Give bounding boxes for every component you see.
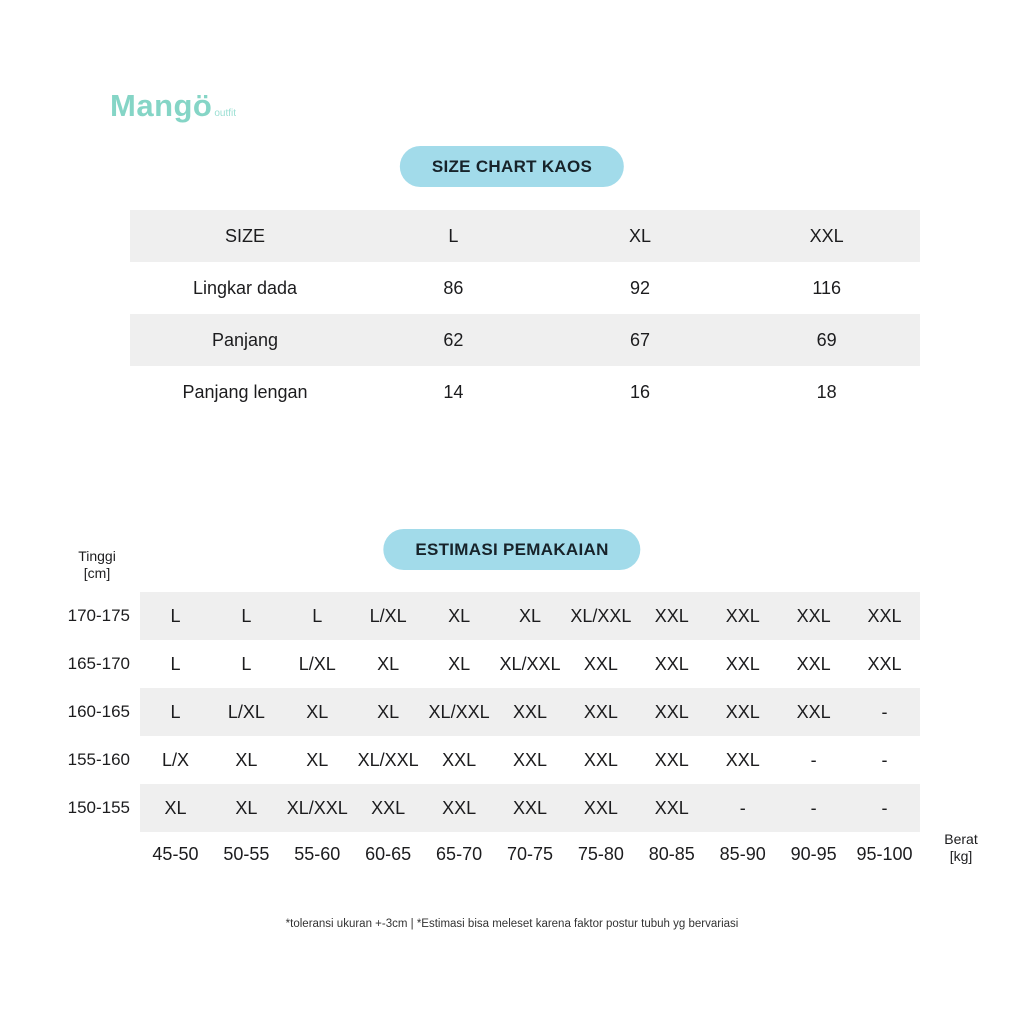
weight-axis-label	[920, 831, 1002, 865]
size-chart-header-cell: SIZE	[224, 225, 265, 246]
weight-range-label: 95-100	[856, 843, 913, 864]
weight-axis-label-line2: [kg]	[949, 848, 973, 864]
estimation-row	[0, 640, 920, 688]
size-recommendation-cell: XL/XXL	[286, 797, 348, 818]
size-recommendation-cell: XXL	[512, 749, 547, 770]
height-range-label: 155-160	[67, 750, 130, 769]
size-chart-value-cell: 14	[443, 381, 464, 402]
size-recommendation-cell: XL	[306, 749, 329, 770]
estimation-band	[140, 640, 920, 688]
weight-range-label: 50-55	[223, 843, 270, 864]
size-recommendation-cell: L/X	[161, 749, 189, 770]
size-recommendation-cell: XXL	[725, 701, 760, 722]
weight-axis-label-line1: Berat	[944, 831, 978, 847]
estimation-row	[0, 784, 920, 832]
height-range-label: 170-175	[67, 606, 130, 625]
size-recommendation-cell: XL	[518, 605, 541, 626]
size-recommendation-cell: XXL	[725, 653, 760, 674]
tolerance-footnote: *toleransi ukuran +-3cm | *Estimasi bisa meleset karena faktor postur tubuh yg bervariasi	[285, 918, 739, 930]
estimation-title-badge	[383, 529, 640, 570]
size-recommendation-cell: XXL	[583, 653, 618, 674]
estimation-row	[0, 688, 920, 736]
weight-range-label: 80-85	[648, 843, 695, 864]
size-recommendation-cell: XXL	[867, 605, 902, 626]
size-recommendation-cell: XL	[306, 701, 329, 722]
size-recommendation-cell: XXL	[725, 749, 760, 770]
size-chart-title-badge	[400, 146, 624, 187]
size-recommendation-cell: -	[810, 749, 817, 770]
size-recommendation-cell: XXL	[583, 749, 618, 770]
estimation-row	[0, 592, 920, 640]
size-recommendation-cell: -	[881, 749, 888, 770]
weight-range-label: 45-50	[152, 843, 199, 864]
estimation-band	[140, 688, 920, 736]
size-recommendation-cell: L	[170, 653, 181, 674]
height-axis-label-line1: Tinggi	[78, 548, 116, 564]
size-recommendation-cell: XL	[377, 701, 400, 722]
estimation-title: ESTIMASI PEMAKAIAN	[415, 539, 609, 559]
size-chart-header-cell: L	[448, 225, 459, 246]
size-recommendation-cell: L/XL	[369, 605, 407, 626]
height-axis-label	[58, 548, 136, 582]
size-recommendation-cell: XL/XXL	[357, 749, 419, 770]
size-recommendation-cell: XXL	[583, 701, 618, 722]
size-chart-table	[130, 210, 920, 418]
size-recommendation-cell: L	[241, 605, 252, 626]
size-recommendation-cell: XXL	[867, 653, 902, 674]
size-recommendation-cell: XL	[448, 653, 471, 674]
size-recommendation-cell: -	[810, 797, 817, 818]
size-chart-title: SIZE CHART KAOS	[431, 156, 593, 176]
weight-range-label: 55-60	[294, 843, 341, 864]
size-recommendation-cell: XL/XXL	[499, 653, 561, 674]
size-recommendation-cell: XXL	[583, 797, 618, 818]
height-range-label: 165-170	[67, 654, 130, 673]
size-chart-value-cell: 92	[629, 277, 651, 298]
estimation-row	[0, 736, 920, 784]
estimation-band	[140, 736, 920, 784]
size-chart-header-cell: XXL	[809, 225, 844, 246]
brand-name: Mangö	[110, 88, 213, 123]
size-recommendation-cell: XL/XXL	[428, 701, 490, 722]
size-recommendation-cell: XL	[448, 605, 471, 626]
size-recommendation-cell: XXL	[796, 701, 831, 722]
size-chart-value-cell: 69	[816, 329, 837, 350]
size-recommendation-cell: L	[241, 653, 252, 674]
size-recommendation-cell: XL	[235, 797, 258, 818]
size-chart-row	[130, 366, 920, 418]
size-chart-value-cell: 18	[816, 381, 837, 402]
weight-range-label: 60-65	[365, 843, 412, 864]
weight-range-label: 70-75	[506, 843, 553, 864]
size-recommendation-cell: XL	[164, 797, 187, 818]
size-chart-value-cell: 62	[443, 329, 464, 350]
size-recommendation-cell: XL	[235, 749, 258, 770]
size-recommendation-cell: XXL	[654, 797, 689, 818]
size-recommendation-cell: XXL	[512, 701, 547, 722]
height-range-label: 160-165	[67, 702, 130, 721]
size-chart-header-cell: XL	[628, 225, 652, 246]
size-recommendation-cell: XXL	[512, 797, 547, 818]
estimation-band	[140, 592, 920, 640]
size-recommendation-cell: L/XL	[227, 701, 265, 722]
size-chart-row	[130, 262, 920, 314]
size-chart-body	[130, 262, 920, 418]
size-chart-row-label: Panjang lengan	[182, 381, 308, 402]
height-range-label: 150-155	[67, 798, 130, 817]
weight-range-label: 75-80	[577, 843, 624, 864]
size-recommendation-cell: -	[881, 701, 888, 722]
weight-range-label: 85-90	[719, 843, 766, 864]
estimation-matrix	[0, 592, 920, 832]
size-recommendation-cell: -	[881, 797, 888, 818]
size-recommendation-cell: XXL	[654, 605, 689, 626]
size-recommendation-cell: XXL	[725, 605, 760, 626]
size-recommendation-cell: L/XL	[298, 653, 336, 674]
brand-sub-label: outfit	[214, 108, 237, 119]
size-chart-value-cell: 67	[629, 329, 651, 350]
size-chart-value-cell: 116	[812, 277, 842, 298]
weight-range-label: 90-95	[790, 843, 837, 864]
height-axis-label-line2: [cm]	[83, 565, 111, 581]
size-chart-header-row	[130, 210, 920, 262]
size-recommendation-cell: XXL	[796, 653, 831, 674]
size-chart-value-cell: 16	[629, 381, 651, 402]
weight-range-label: 65-70	[436, 843, 483, 864]
size-chart-value-cell: 86	[443, 277, 464, 298]
size-recommendation-cell: XL/XXL	[570, 605, 632, 626]
size-recommendation-cell: XXL	[654, 653, 689, 674]
estimation-band	[140, 784, 920, 832]
size-recommendation-cell: XXL	[654, 701, 689, 722]
size-chart-row	[130, 314, 920, 366]
size-recommendation-cell: -	[739, 797, 746, 818]
size-recommendation-cell: L	[170, 701, 181, 722]
size-recommendation-cell: XL	[377, 653, 400, 674]
size-recommendation-cell: XXL	[796, 605, 831, 626]
brand-logo	[110, 88, 236, 124]
weight-axis	[140, 834, 920, 874]
size-recommendation-cell: L	[170, 605, 181, 626]
size-recommendation-cell: XXL	[442, 749, 477, 770]
size-recommendation-cell: XXL	[442, 797, 477, 818]
size-recommendation-cell: L	[312, 605, 323, 626]
size-chart-row-label: Panjang	[211, 329, 279, 350]
size-recommendation-cell: XXL	[371, 797, 406, 818]
size-recommendation-cell: XXL	[654, 749, 689, 770]
size-chart-row-label: Lingkar dada	[192, 277, 298, 298]
